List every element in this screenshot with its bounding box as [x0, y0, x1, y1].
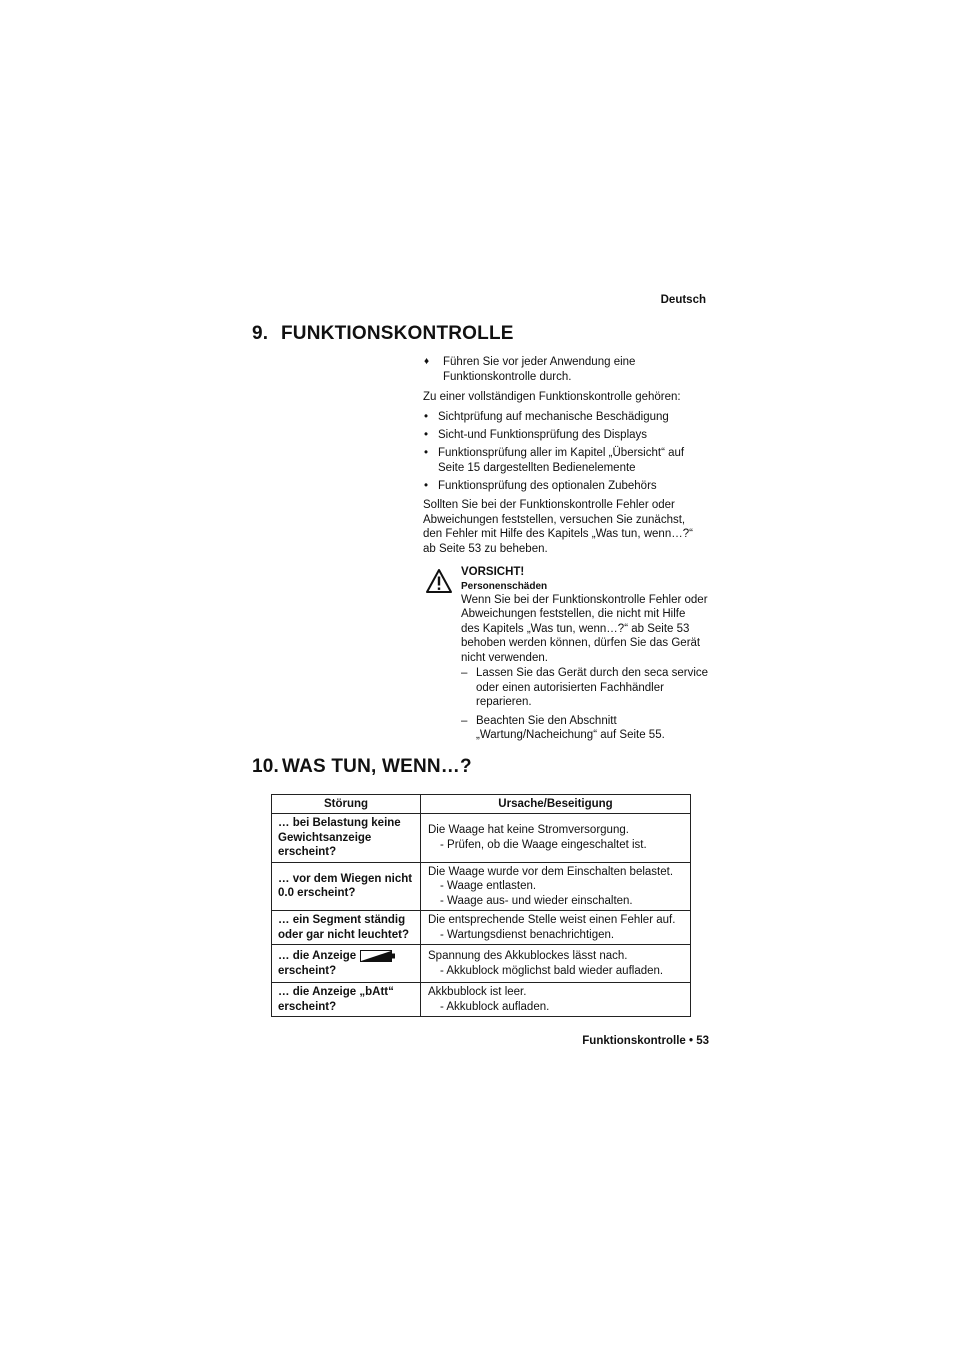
- cause-cell: Die Waage hat keine Stromversorgung. - Prüfen, ob die Waage eingeschaltet ist.: [421, 814, 691, 863]
- intro-text: Zu einer vollständigen Funktionskontrolle gehören:: [423, 391, 681, 403]
- list-item: • Sicht-und Funktionsprüfung des Displays: [423, 428, 713, 443]
- section-heading-9: [252, 323, 514, 345]
- battery-low-icon: [360, 950, 396, 962]
- list-item: • Funktionsprüfung des optionalen Zubehörs: [423, 479, 713, 494]
- instruction-line: Funktionskontrolle durch.: [443, 370, 572, 383]
- section-title: WAS TUN, WENN…?: [282, 756, 472, 777]
- troubleshooting-table: [271, 794, 691, 1017]
- check-list: [423, 410, 713, 497]
- instruction-marker: ♦: [424, 356, 430, 367]
- problem-cell: … bei Belastung keine Gewichtsanzeige erscheint?: [272, 814, 421, 863]
- warning-box: [461, 565, 713, 743]
- column-header: Störung: [272, 795, 421, 814]
- warning-item: – Lassen Sie das Gerät durch den seca service oder einen autorisierten Fachhändler reparieren.: [461, 667, 709, 708]
- section-number: 9.: [252, 323, 269, 344]
- warning-title: VORSICHT!: [461, 566, 525, 578]
- warning-subtitle: Personenschäden: [461, 580, 548, 592]
- instruction: [423, 355, 713, 384]
- table-row: [272, 911, 691, 945]
- problem-cell: … die Anzeige erscheint?: [272, 945, 421, 983]
- table-row: [272, 862, 691, 911]
- section-heading-10: [252, 756, 472, 778]
- table-row: [272, 983, 691, 1017]
- language-label: Deutsch: [660, 294, 706, 306]
- table-row: [272, 945, 691, 983]
- list-item: • Funktionsprüfung aller im Kapitel „Übersicht“ auf Seite 15 dargestellten Bedienelemente: [423, 446, 713, 475]
- problem-cell: … ein Segment ständig oder gar nicht leuchtet?: [272, 911, 421, 945]
- table-row: [272, 814, 691, 863]
- paragraph: Sollten Sie bei der Funktionskontrolle Fehler oder Abweichungen feststellen, versuchen Sie zunächst, den Fehler mit Hilfe des Kapitels „Was tun, wenn…?“ ab Seite 53 zu beheben.: [423, 499, 693, 555]
- list-item: • Sichtprüfung auf mechanische Beschädigung: [423, 410, 713, 425]
- table-header-row: [272, 795, 691, 814]
- problem-cell: … vor dem Wiegen nicht 0.0 erscheint?: [272, 862, 421, 911]
- warning-triangle-icon: [425, 568, 453, 594]
- column-header: Ursache/Beseitigung: [421, 795, 691, 814]
- section-title: FUNKTIONSKONTROLLE: [281, 323, 514, 344]
- cause-cell: Die entsprechende Stelle weist einen Fehler auf. - Wartungsdienst benachrichtigen.: [421, 911, 691, 945]
- cause-cell: Akkbublock ist leer. - Akkublock aufladen.: [421, 983, 691, 1017]
- warning-body: Wenn Sie bei der Funktionskontrolle Fehler oder Abweichungen feststellen, die nicht mit Hilfe des Kapitels „Was tun, wenn…?“ ab Seite 53 behoben werden können, dürfen Sie das Gerät nicht verwenden.: [461, 593, 708, 664]
- problem-cell: … die Anzeige „bAtt“ erscheint?: [272, 983, 421, 1017]
- instruction-line: Führen Sie vor jeder Anwendung eine: [443, 356, 636, 368]
- section-number: 10.: [252, 756, 280, 777]
- cause-cell: Spannung des Akkublockes lässt nach. - Akkublock möglichst bald wieder aufladen.: [421, 945, 691, 983]
- cause-cell: Die Waage wurde vor dem Einschalten belastet. - Waage entlasten. - Waage aus- und wieder einschalten.: [421, 862, 691, 911]
- warning-item: – Beachten Sie den Abschnitt „Wartung/Nacheichung“ auf Seite 55.: [461, 714, 665, 741]
- page-footer: Funktionskontrolle • 53: [582, 1035, 709, 1047]
